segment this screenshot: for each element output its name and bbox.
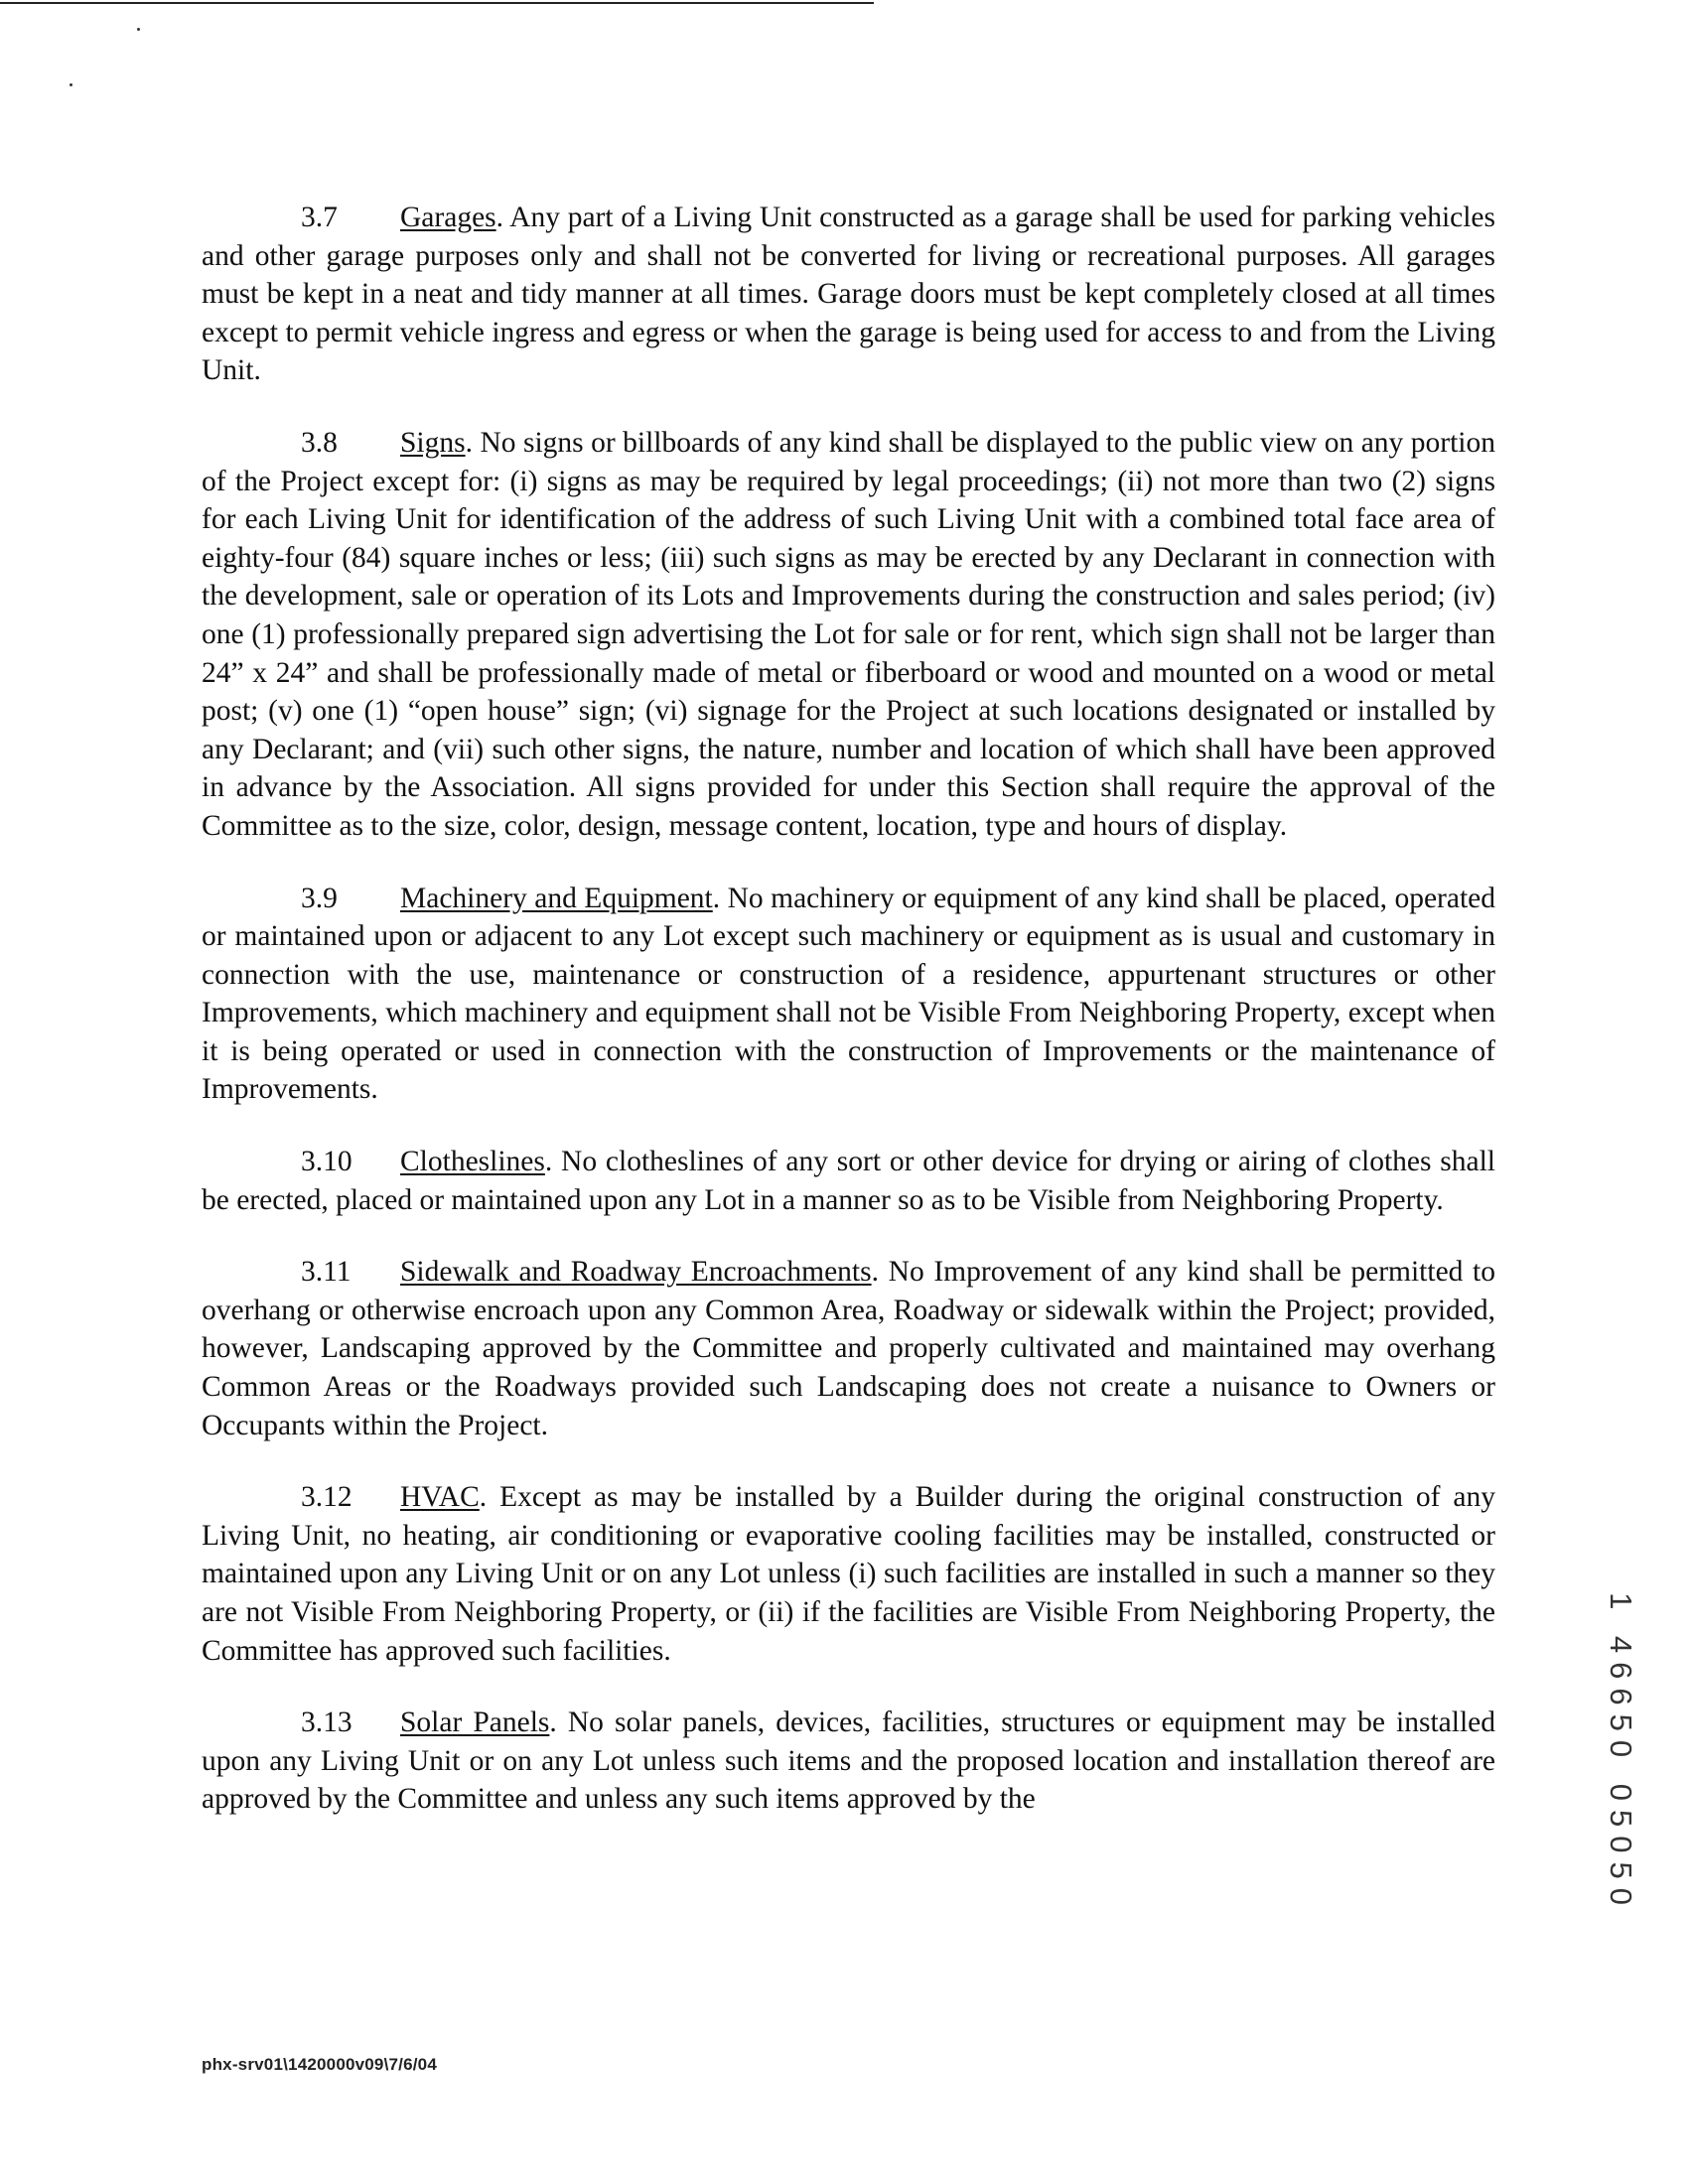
section-number: 3.7 [301,202,338,233]
section-body: . No machinery or equipment of any kind shall be placed, operated or maintained upon or adjacent to any Lot except such machinery or equipment as is usual and customary in connection with the use, maintenance or construction of a residence, appurtenant structures or other Improvements, which machinery and equipment shall not be Visible From Neighboring Property, except when it is being operated or used in connection with the construction of Improvements or the maintenance of Improvements. [202,882,1495,1106]
section-body: . No solar panels, devices, facilities, structures or equipment may be installed upon any Living Unit or on any Lot unless such items and the proposed location and installation thereof are approved by the Committee and unless any such items approved by the [202,1706,1496,1816]
side-stamp [1601,1584,1640,1922]
section-title: Solar Panels [400,1706,550,1739]
section-title: Signs [400,426,466,459]
scan-speck [70,83,72,86]
section-number: 3.8 [301,426,338,459]
section-number: 3.12 [301,1481,353,1514]
side-stamp-text: 1 46650 05050 [1604,1592,1638,1914]
section-3-9 [202,880,1495,1110]
document-body [202,199,1495,1852]
section-3-7 [202,199,1495,390]
section-number: 3.11 [301,1256,352,1289]
section-body: . No Improvement of any kind shall be permitted to overhang or otherwise encroach upon any Common Area, Roadway or sidewalk within the Project; provided, however, Landscaping approved by the Committee and properly cultivated and maintained may overhang Common Areas or the Roadways provided such Landscaping does not create a nuisance to Owners or Occupants within the Project. [202,1256,1496,1441]
section-body: . Except as may be installed by a Builder during the original construction of any Living Unit, no heating, air conditioning or evaporative cooling facilities may be installed, constructed or maintained upon any Living Unit or on any Lot unless (i) such facilities are installed in such a manner so they are not Visible From Neighboring Property, or (ii) if the facilities are Visible From Neighboring Property, the Committee has approved such facilities. [202,1481,1495,1667]
section-3-12 [202,1478,1495,1670]
document-footer-id: phx-srv01\1420000v09\7/6/04 [202,2055,437,2074]
section-3-13 [202,1704,1495,1819]
scan-speck [137,28,140,31]
scan-edge-line [0,2,874,4]
section-body: . No signs or billboards of any kind shall be displayed to the public view on any portion of the Project except for: (i) signs as may be required by legal proceedings; (ii) not more than two (2) signs for each Living Unit for identification of the address of such Living Unit with a combined total face area of eighty-four (84) square inches or less; (iii) such signs as may be erected by any Declarant in connection with the development, sale or operation of its Lots and Improvements during the construction and sales period; (iv) one (1) professionally prepared sign advertising the Lot for sale or for rent, which sign shall not be larger than 24” x 24” and shall be professionally made of metal or fiberboard or wood and mounted on a wood or metal post; (v) one (1) “open house” sign; (vi) signage for the Project at such locations designated or installed by any Declarant; and (vii) such other signs, the nature, number and location of which shall have been approved in advance by the Association. All signs provided for under this Section shall require the approval of the Committee as to the size, color, design, message content, location, type and hours of display. [202,426,1495,842]
section-title: Garages [400,202,496,233]
section-3-10 [202,1143,1495,1219]
section-title: Clotheslines [400,1146,545,1178]
section-number: 3.13 [301,1706,353,1739]
section-number: 3.10 [301,1146,353,1178]
section-title: Sidewalk and Roadway Encroachments [400,1256,872,1289]
section-body: . Any part of a Living Unit constructed as a garage shall be used for parking vehicles and other garage purposes only and shall not be converted for living or recreational purposes. All garages must be kept in a neat and tidy manner at all times. Garage doors must be kept completely closed at all times except to permit vehicle ingress and egress or when the garage is being used for access to and from the Living Unit. [202,202,1495,387]
section-number: 3.9 [301,882,338,914]
section-3-8 [202,424,1495,846]
section-3-11 [202,1253,1495,1444]
section-title: Machinery and Equipment [400,882,713,914]
section-title: HVAC [400,1481,480,1514]
section-body: . No clotheslines of any sort or other device for drying or airing of clothes shall be erected, placed or maintained upon any Lot in a manner so as to be Visible from Neighboring Property. [202,1146,1495,1216]
